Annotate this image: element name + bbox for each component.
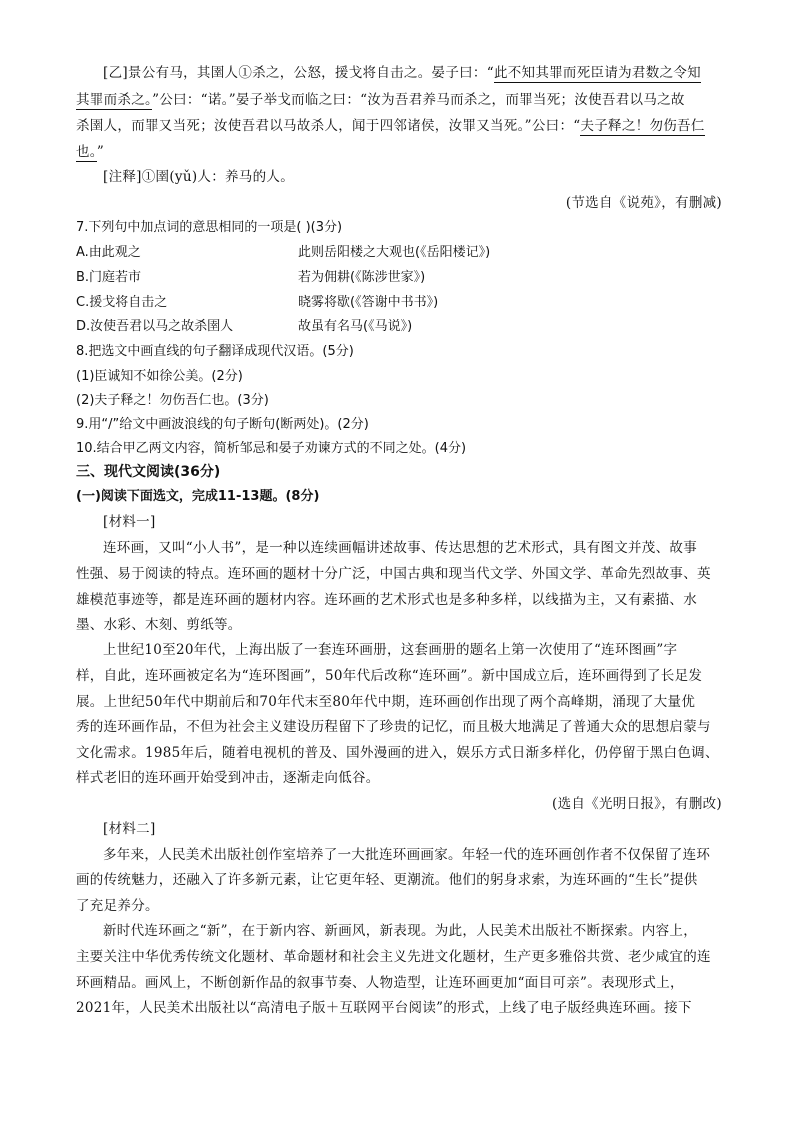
section-subtitle: (一)阅读下面选文，完成11-13题。(8分) (76, 489, 320, 504)
underlined-sentence: 此不知其罪而死臣请为君数之令知 (493, 65, 701, 81)
paragraph-line: 2021年，人民美术出版社以“高清电子版＋互联网平台阅读”的形式，上线了电子版经典连环画。接下 (76, 1000, 692, 1016)
paragraph-line: 连环画，又叫“小人书”，是一种以连续画幅讲述故事、传达思想的艺术形式，具有图文并茂、故事 (103, 540, 698, 556)
question-7: 7.下列句中加点词的意思相同的一项是( )(3分) (76, 220, 343, 235)
paragraph-line: 展。上世纪50年代中期前后和70年代末至80年代中期，连环画创作出现了两个高峰期，涌现了大量优 (76, 694, 696, 710)
section-title: 三、现代文阅读(36分) (76, 464, 221, 480)
option-label: D.汝使吾君以马之故杀圉人 (76, 319, 234, 334)
option-label: A.由此观之 (76, 245, 141, 260)
option-pair: 若为佣耕(《陈涉世家》) (298, 270, 426, 285)
paragraph-line: 样，自此，连环画被定名为“连环图画”，50年代后改称“连环画”。新中国成立后，连环画得到了长足发 (76, 668, 703, 684)
paragraph-line: 环画精品。画风上，不断创新作品的叙事节奏、人物造型，让连环画更加“面目可亲”。表现形式上， (76, 975, 684, 991)
source-citation: (节选自《说苑》，有删减) (565, 195, 722, 211)
passage-line: 也。” (76, 144, 105, 160)
paragraph-line: 多年来，人民美术出版社创作室培养了一大批连环画画家。年轻一代的连环画创作者不仅保留了连环 (103, 847, 711, 863)
option-row (76, 290, 722, 315)
annotation-note: [注释]①圉(yǔ)人：养马的人。 (103, 169, 294, 185)
question-8: 8.把选文中画直线的句子翻译成现代汉语。(5分) (76, 344, 354, 359)
paragraph-line: 样式老旧的连环画开始受到冲击，逐渐走向低谷。 (76, 770, 380, 786)
passage-line: [乙]景公有马，其圉人①杀之，公怒，援戈将自击之。晏子曰：“此不知其罪而死臣请为君数之令知 (103, 65, 701, 81)
material-label: [材料二] (103, 821, 156, 837)
paragraph-line: 新时代连环画之“新”，在于新内容、新画风，新表现。为此，人民美术出版社不断探索。内容上， (103, 923, 698, 939)
underlined-sentence: 夫子释之！勿伤吾仁 (580, 118, 705, 134)
option-label: B.门庭若市 (76, 270, 142, 285)
underlined-sentence: 也。 (76, 144, 97, 160)
material-label: [材料一] (103, 514, 156, 530)
paragraph-line: 画的传统魅力，还融入了许多新元素，让它更年轻、更潮流。他们的躬身求索，为连环画的“生长”提供 (76, 872, 698, 888)
paragraph-line: 性强、易于阅读的特点。连环画的题材十分广泛，中国古典和现当代文学、外国文学、革命先烈故事、英 (76, 566, 711, 582)
passage-line: 其罪而杀之。”公曰：“诺。”晏子举戈而临之曰：“汝为吾君养马而杀之，而罪当死；汝使吾君以马之故 (76, 92, 685, 108)
passage-line: 杀圉人，而罪又当死；汝使吾君以马故杀人，闻于四邻诸侯，汝罪又当死。”公曰：“夫子释之！勿伤吾仁 (76, 118, 705, 134)
paragraph-line: 主要关注中华优秀传统文化题材、革命题材和社会主义先进文化题材，生产更多雅俗共赏、老少咸宜的连 (76, 949, 711, 965)
paragraph-line: 上世纪10至20年代，上海出版了一套连环画册，这套画册的题名上第一次使用了“连环图画”字 (103, 642, 678, 658)
option-row (76, 240, 722, 265)
option-pair: 晓雾将歇(《答谢中书书》) (298, 295, 439, 310)
source-citation: (选自《光明日报》，有删改) (552, 796, 722, 812)
paragraph-line: 秀的连环画作品，不但为社会主义建设历程留下了珍贵的记忆，而且极大地满足了普通大众的思想启蒙与 (76, 719, 711, 735)
option-row (76, 314, 722, 339)
question-9: 9.用“/”给文中画波浪线的句子断句(断两处)。(2分) (76, 417, 369, 432)
question-8-1: (1)臣诚知不如徐公美。(2分) (76, 369, 243, 384)
paragraph-line: 了充足养分。 (76, 898, 159, 914)
paragraph-line: 雄模范事迹等，都是连环画的题材内容。连环画的艺术形式也是多种多样，以线描为主，又有素描、水 (76, 592, 697, 608)
option-row (76, 265, 722, 290)
option-pair: 此则岳阳楼之大观也(《岳阳楼记》) (298, 245, 491, 260)
option-pair: 故虽有名马(《马说》) (298, 319, 413, 334)
underlined-sentence: 其罪而杀之。 (76, 92, 153, 108)
paragraph-line: 墨、水彩、木刻、剪纸等。 (76, 617, 242, 633)
paragraph-line: 文化需求。1985年后，随着电视机的普及、国外漫画的进入，娱乐方式日渐多样化，仍停留于黑白色调、 (76, 745, 719, 761)
question-8-2: (2)夫子释之！勿伤吾仁也。(3分) (76, 393, 269, 408)
option-label: C.援戈将自击之 (76, 295, 168, 310)
question-10: 10.结合甲乙两文内容，简析邹忌和晏子劝谏方式的不同之处。(4分) (76, 441, 467, 456)
